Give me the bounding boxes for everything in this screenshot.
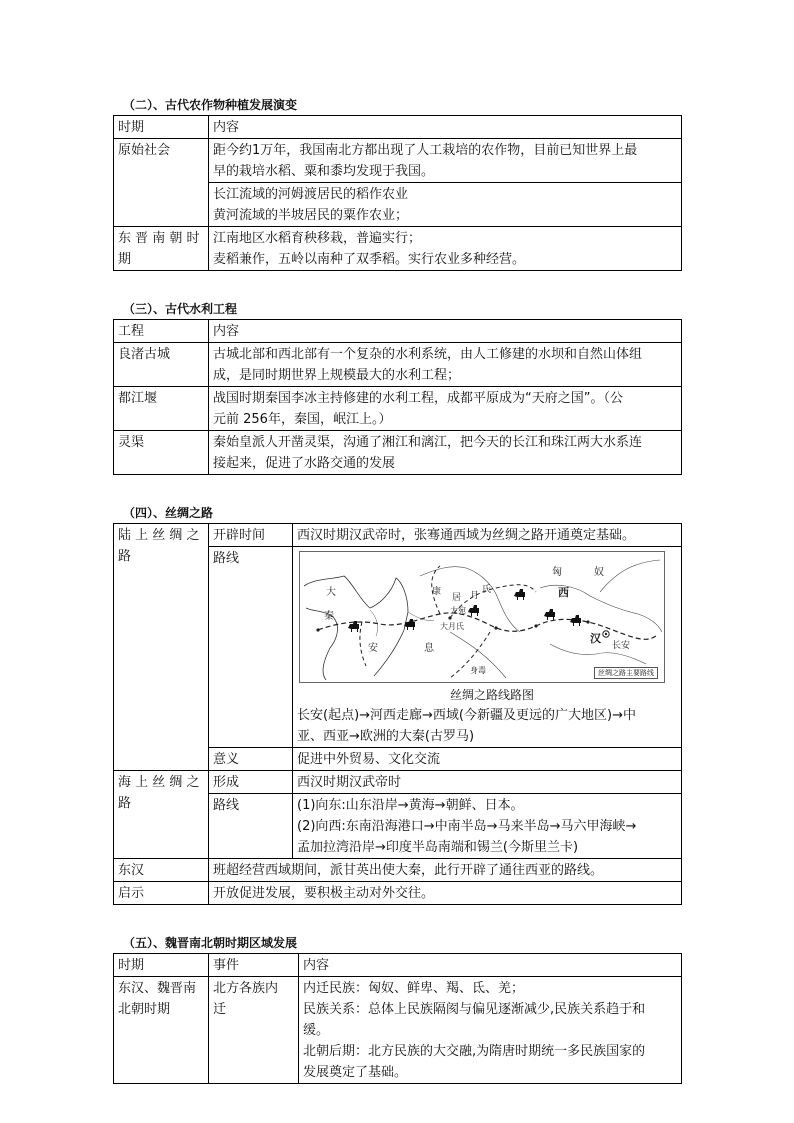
map-label: 安 (368, 643, 378, 654)
project-cell: 都江堰 (114, 387, 209, 431)
event-cell (209, 977, 299, 1084)
map-label: 汉 (590, 632, 601, 645)
text-line: 古城北部和西北部有一个复杂的水利系统，由人工修建的水坝和自然山体组 (213, 347, 643, 362)
regional-table (113, 953, 682, 1084)
table-row (114, 859, 682, 882)
header-cell: 内容 (299, 954, 682, 977)
text-line: 成，是同时期世界上规模最大的水利工程； (213, 368, 461, 383)
table-row (114, 882, 682, 905)
header-cell: 时期 (114, 116, 209, 139)
text-line: 距今约1万年，我国南北方都出现了人工栽培的农作物，目前已知世界上最 (213, 143, 638, 158)
document-page (113, 95, 681, 1084)
text-line: 缓。 (303, 1023, 330, 1038)
content-cell (209, 431, 682, 475)
text-line: 路 (118, 796, 132, 811)
text-line: 亚、西亚→欧洲的大秦(古罗马) (297, 729, 475, 744)
header-cell: 工程 (114, 320, 209, 343)
content-cell (209, 387, 682, 431)
text-line: 北方各族内 (213, 981, 279, 996)
table-row (114, 387, 682, 431)
label-cell: 开辟时间 (209, 524, 293, 547)
text-line: 长安(起点)→河西走廊→西域(今新疆及更远的广大地区)→中 (297, 708, 636, 723)
table-header-row (114, 116, 682, 139)
text-line: (2)向西:东南沿海港口→中南半岛→马来半岛→马六甲海峡→ (297, 819, 637, 834)
table-row (114, 977, 682, 1084)
map-label: 西 (558, 586, 569, 599)
map-label: 大 (326, 587, 336, 598)
content-cell: 西汉时期汉武帝时，张骞通西域为丝绸之路开通奠定基础。 (293, 524, 682, 547)
map-label: 大宛 (450, 606, 466, 615)
header-cell: 事件 (209, 954, 299, 977)
text-line: 早的栽培水稻、粟和黍均发现于我国。 (213, 164, 435, 179)
period-cell (114, 977, 209, 1084)
content-cell (299, 977, 682, 1084)
table-row (114, 139, 682, 183)
text-line: 东汉、魏晋南 (118, 981, 197, 996)
silk-road-table (113, 523, 682, 905)
content-cell: 促进中外贸易、文化交流 (293, 748, 682, 771)
text-line: 发展奠定了基础。 (303, 1065, 408, 1080)
text-line: 接起来，促进了水路交通的发展 (213, 456, 396, 471)
text-line: 江南地区水稻育秧移栽，普遍实行； (213, 231, 422, 246)
text-line: 期 (118, 252, 132, 267)
text-line: 迁 (213, 1002, 227, 1017)
sea-road-cell (114, 771, 209, 859)
text-line: 路 (118, 549, 132, 564)
header-cell: 内容 (209, 116, 682, 139)
section-title-silk-road: （四）、丝绸之路 (123, 506, 214, 520)
header-cell: 内容 (209, 320, 682, 343)
text-line: 陆 上 丝 绸 之 (118, 528, 200, 543)
header-cell: 时期 (114, 954, 209, 977)
text-line: 内迁民族：匈奴、鲜卑、羯、氐、羌； (303, 981, 525, 996)
section-title-regional: （五）、魏晋南北朝时期区域发展 (123, 936, 298, 950)
label-cell: 启示 (114, 882, 209, 905)
map-label: 秦 (324, 611, 334, 622)
label-cell: 形成 (209, 771, 293, 794)
label-cell: 路线 (209, 547, 293, 748)
text-line: 孟加拉湾沿岸→印度半岛南端和锡兰(今斯里兰卡) (297, 840, 579, 855)
agriculture-table (113, 115, 682, 271)
text-line: 东 晋 南 朝 时 (118, 231, 200, 246)
section-title-water: （三）、古代水利工程 (123, 302, 238, 316)
content-cell (293, 794, 682, 859)
content-cell: 西汉时期汉武帝时 (293, 771, 682, 794)
map-label: 长安 (612, 641, 631, 651)
project-cell: 良渚古城 (114, 343, 209, 387)
text-line: 北朝后期：北方民族的大交融,为隋唐时期统一多民族国家的 (303, 1044, 646, 1059)
text-line: 黄河流域的半坡居民的粟作农业； (213, 208, 409, 223)
period-cell: 原始社会 (114, 139, 209, 227)
map-label: 氏 (482, 585, 492, 595)
content-cell (209, 343, 682, 387)
land-road-cell (114, 524, 209, 771)
map-label: 居 (452, 593, 462, 603)
content-cell (209, 183, 682, 227)
period-cell (114, 227, 209, 271)
water-table (113, 319, 682, 475)
content-cell: 开放促进发展，要积极主动对外交往。 (209, 882, 682, 905)
table-header-row (114, 320, 682, 343)
content-cell: 班超经营西域期间，派甘英出使大秦，此行开辟了通往西亚的路线。 (209, 859, 682, 882)
text-line: 元前 256年，秦国，岷江上。） (213, 412, 392, 427)
text-line: 战国时期秦国李冰主持修建的水利工程，成都平原成为“天府之国”。（公 (213, 391, 623, 406)
map-label: 月 (470, 591, 480, 601)
table-row (114, 524, 682, 547)
map-legend: 丝绸之路主要路线 (594, 667, 658, 679)
table-row (114, 771, 682, 794)
map-label: 大月氏 (440, 622, 464, 631)
table-row (114, 227, 682, 271)
map-label: 匈 (552, 567, 562, 578)
project-cell: 灵渠 (114, 431, 209, 475)
content-cell (293, 547, 682, 748)
map-label: 身毒 (470, 666, 486, 675)
section-title-agriculture: （二）、古代农作物种植发展演变 (123, 98, 298, 112)
label-cell: 路线 (209, 794, 293, 859)
text-line: 长江流域的河姆渡居民的稻作农业 (213, 187, 409, 202)
table-row (114, 343, 682, 387)
map-label: 康 (432, 587, 442, 597)
map-label: 奴 (594, 567, 604, 578)
silk-road-map (299, 551, 665, 683)
text-line: 海 上 丝 绸 之 (118, 775, 200, 790)
text-line: 民族关系：总体上民族隔阂与偏见逐渐减少,民族关系趋于和 (303, 1002, 646, 1017)
text-line: 麦稻兼作，五岭以南种了双季稻。实行农业多种经营。 (213, 252, 526, 267)
label-cell: 意义 (209, 748, 293, 771)
text-line: 秦始皇派人开凿灵渠，沟通了湘江和漓江，把今天的长江和珠江两大水系连 (213, 435, 643, 450)
table-header-row (114, 954, 682, 977)
text-line: 北朝时期 (118, 1002, 171, 1017)
content-cell (209, 139, 682, 183)
map-label: 息 (424, 643, 434, 654)
map-caption: 丝绸之路线路图 (449, 688, 534, 702)
text-line: (1)向东:山东沿岸→黄海→朝鲜、日本。 (297, 798, 524, 813)
content-cell (209, 227, 682, 271)
label-cell: 东汉 (114, 859, 209, 882)
table-row (114, 431, 682, 475)
